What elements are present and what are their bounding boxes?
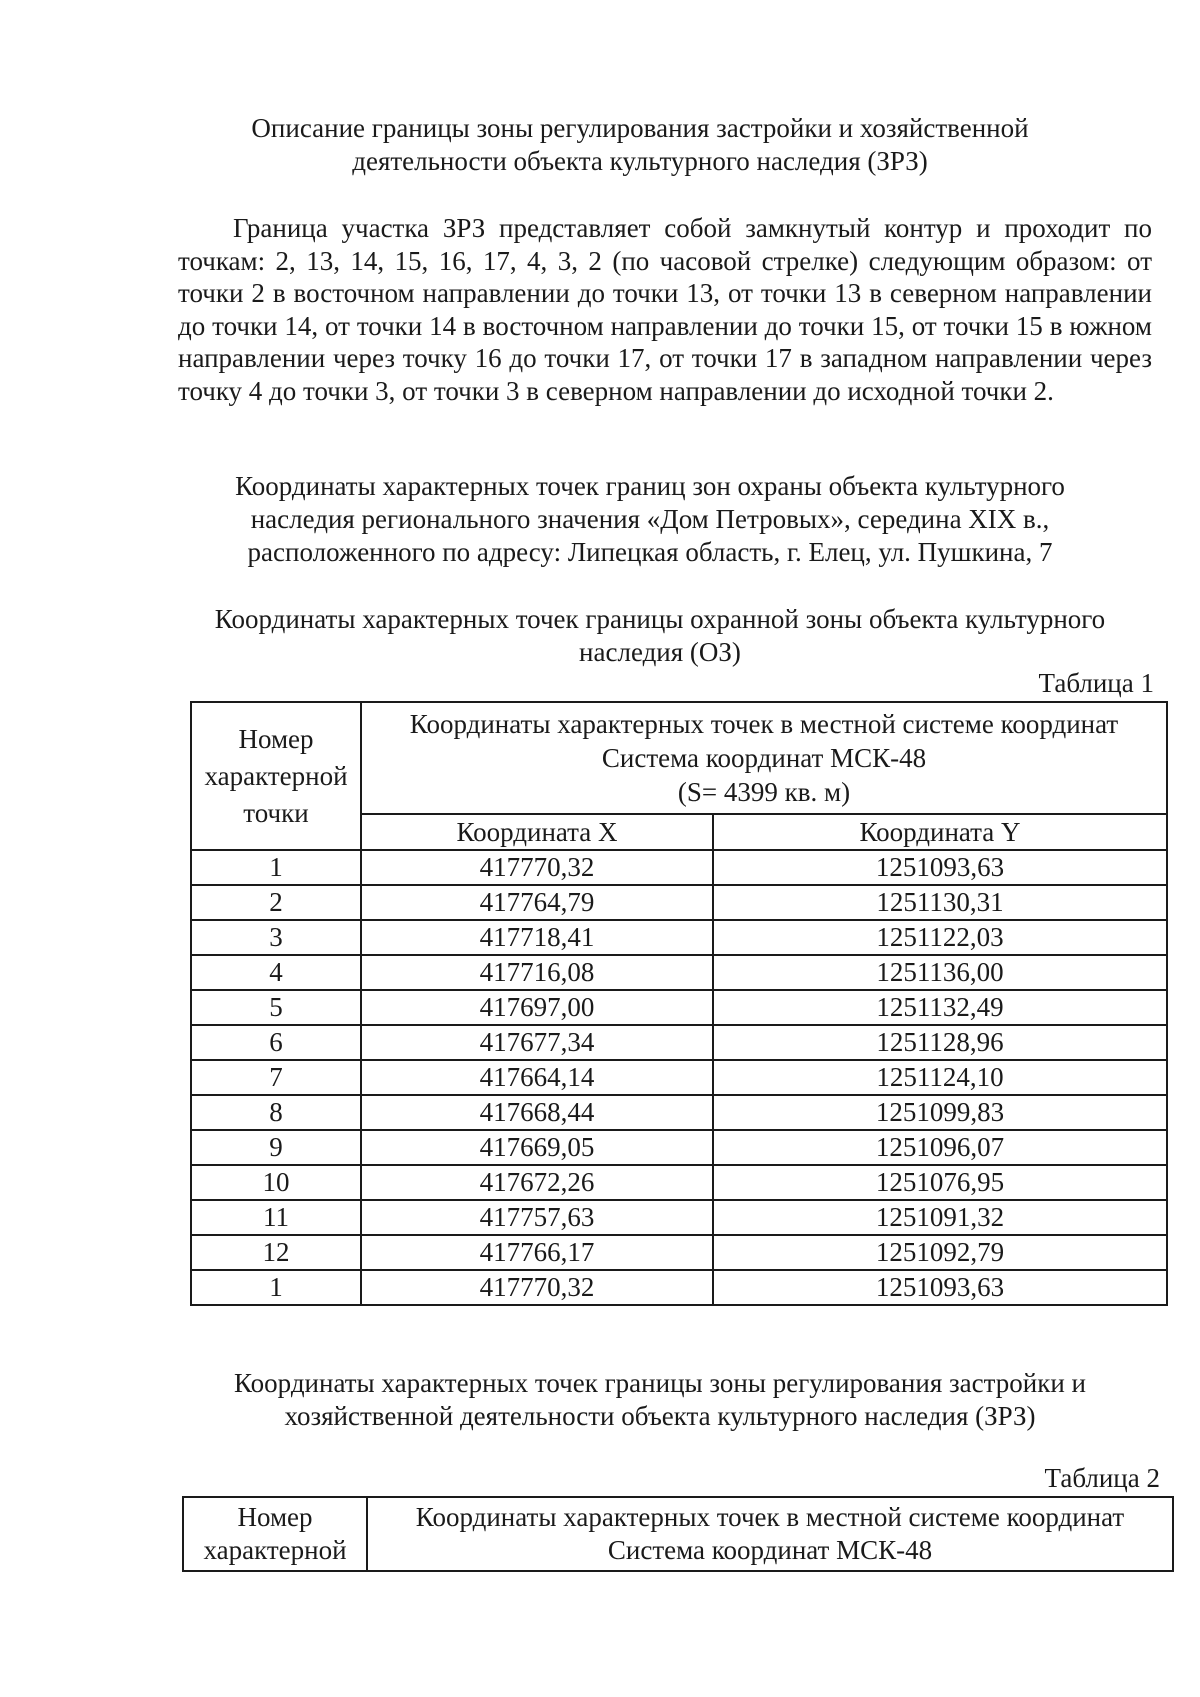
cell-coordinate-x: 417664,14: [361, 1060, 713, 1095]
header-point-number: [191, 702, 361, 850]
cell-coordinate-y: 1251122,03: [713, 920, 1167, 955]
title-line: Координаты характерных точек границы зоны регулирования застройки и: [234, 1368, 1086, 1398]
zrz-boundary-description: Граница участка ЗРЗ представляет собой замкнутый контур и проходит по точкам: 2, 13, 14, 15, 16, 17, 4, 3, 2 (по часовой стрелке) следующим образом: от точки 2 в восточном направлении до точки 13, от точки 13 в северном направлении до точки 14, от точки 14 в восточном направлении до точки 15, от точки 15 в южном направлении через точку 16 до точки 17, от точки 17 в западном направлении через точку 4 до точки 3, от точки 3 в северном направлении до исходной точки 2.: [178, 213, 1152, 406]
header-text: Система координат МСК-48: [607, 1535, 933, 1565]
cell-point-number: 10: [191, 1165, 361, 1200]
cell-coordinate-y: 1251099,83: [713, 1095, 1167, 1130]
table-row: [191, 920, 1167, 955]
cell-point-number: 7: [191, 1060, 361, 1095]
table-row: [191, 1200, 1167, 1235]
table-row: [191, 1270, 1167, 1305]
cell-coordinate-y: 1251076,95: [713, 1165, 1167, 1200]
oz-coordinates-body: [191, 850, 1167, 1305]
cell-coordinate-x: 417757,63: [361, 1200, 713, 1235]
cell-coordinate-y: 1251128,96: [713, 1025, 1167, 1060]
header-text: Координаты характерных точек в местной системе координат: [409, 709, 1119, 739]
zrz-coordinates-table: [182, 1496, 1174, 1572]
header-text: Координаты характерных точек в местной системе координат: [415, 1502, 1125, 1532]
header-point-number: [183, 1497, 367, 1571]
cell-point-number: 9: [191, 1130, 361, 1165]
table-row: [191, 1235, 1167, 1270]
table-1-label: Таблица 1: [1038, 668, 1154, 698]
cell-coordinate-y: 1251124,10: [713, 1060, 1167, 1095]
cell-coordinate-x: 417716,08: [361, 955, 713, 990]
title-line: Координаты характерных точек границы охранной зоны объекта культурного: [214, 604, 1106, 634]
table-row: [191, 1130, 1167, 1165]
title-line: деятельности объекта культурного наследия (ЗРЗ): [352, 146, 928, 176]
title-line: Координаты характерных точек границ зон охраны объекта культурного: [235, 471, 1065, 501]
header-text: характерной: [204, 760, 348, 791]
cell-coordinate-y: 1251091,32: [713, 1200, 1167, 1235]
cell-coordinate-y: 1251130,31: [713, 885, 1167, 920]
header-text: (S= 4399 кв. м): [677, 777, 851, 807]
title-line: хозяйственной деятельности объекта культурного наследия (ЗРЗ): [284, 1401, 1036, 1431]
cell-point-number: 12: [191, 1235, 361, 1270]
cell-point-number: 11: [191, 1200, 361, 1235]
header-coordinate-system: [361, 702, 1167, 814]
cell-point-number: 2: [191, 885, 361, 920]
cell-coordinate-x: 417718,41: [361, 920, 713, 955]
cell-coordinate-x: 417668,44: [361, 1095, 713, 1130]
title-line: наследия (ОЗ): [579, 637, 741, 667]
cell-point-number: 8: [191, 1095, 361, 1130]
table-row: [191, 990, 1167, 1025]
header-text: Номер: [238, 723, 314, 754]
cell-coordinate-y: 1251136,00: [713, 955, 1167, 990]
header-text: Номер: [237, 1502, 313, 1532]
cell-coordinate-x: 417766,17: [361, 1235, 713, 1270]
header-text: характерной: [203, 1535, 347, 1565]
title-line: Описание границы зоны регулирования застройки и хозяйственной: [251, 113, 1029, 143]
table-row: [191, 1060, 1167, 1095]
oz-table-title: [180, 603, 1140, 669]
header-coordinate-x: Координата X: [361, 814, 713, 850]
cell-point-number: 3: [191, 920, 361, 955]
coordinates-general-title: [180, 470, 1120, 569]
table-row: [191, 1025, 1167, 1060]
cell-point-number: 4: [191, 955, 361, 990]
title-line: наследия регионального значения «Дом Петровых», середина XIX в.,: [250, 504, 1050, 534]
table-row: [191, 1095, 1167, 1130]
cell-coordinate-x: 417669,05: [361, 1130, 713, 1165]
cell-point-number: 1: [191, 1270, 361, 1305]
cell-coordinate-y: 1251093,63: [713, 1270, 1167, 1305]
cell-coordinate-x: 417672,26: [361, 1165, 713, 1200]
header-coordinate-y: Координата Y: [713, 814, 1167, 850]
cell-point-number: 6: [191, 1025, 361, 1060]
table-row: [191, 955, 1167, 990]
zrz-description-title: [180, 112, 1100, 178]
header-text: Система координат МСК-48: [601, 743, 927, 773]
cell-coordinate-x: 417764,79: [361, 885, 713, 920]
title-line: расположенного по адресу: Липецкая область, г. Елец, ул. Пушкина, 7: [247, 537, 1053, 567]
cell-coordinate-x: 417697,00: [361, 990, 713, 1025]
table-2-label: Таблица 2: [1044, 1463, 1160, 1493]
cell-point-number: 1: [191, 850, 361, 885]
cell-coordinate-y: 1251096,07: [713, 1130, 1167, 1165]
header-coordinate-system: [367, 1497, 1173, 1571]
cell-coordinate-y: 1251132,49: [713, 990, 1167, 1025]
cell-coordinate-x: 417770,32: [361, 1270, 713, 1305]
header-text: точки: [243, 797, 309, 828]
cell-coordinate-x: 417677,34: [361, 1025, 713, 1060]
cell-coordinate-y: 1251092,79: [713, 1235, 1167, 1270]
cell-point-number: 5: [191, 990, 361, 1025]
oz-coordinates-table: [190, 701, 1168, 1306]
table-row: [191, 885, 1167, 920]
table-row: [191, 1165, 1167, 1200]
zrz-table-title: [200, 1367, 1120, 1433]
table-row: [191, 850, 1167, 885]
cell-coordinate-y: 1251093,63: [713, 850, 1167, 885]
cell-coordinate-x: 417770,32: [361, 850, 713, 885]
